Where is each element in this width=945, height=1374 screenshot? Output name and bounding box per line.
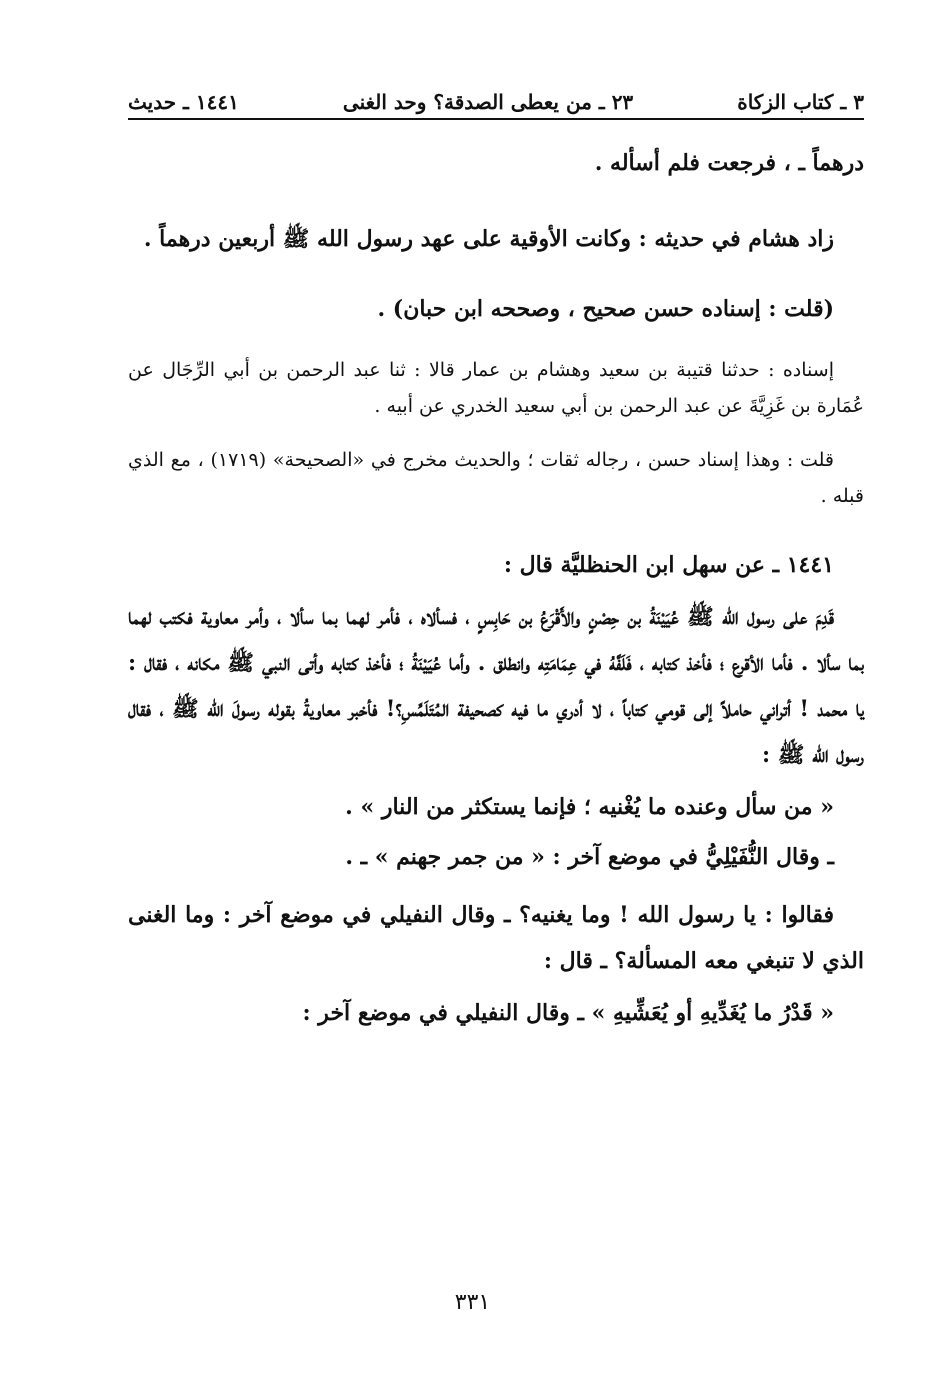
paragraph-grading: (قلت : إسناده حسن صحيح ، وصححه ابن حبان) . (377, 296, 834, 322)
header-hadith-number: ١٤٤١ ـ حديث (128, 90, 239, 114)
running-header (128, 80, 864, 120)
page-number: ٣٣١ (454, 1290, 491, 1315)
header-book-title: ٣ ـ كتاب الزكاة (737, 90, 864, 114)
paragraph-hisham-addition: زاد هشام في حديثه : وكانت الأوقية على عهد رسول الله ﷺ أربعين درهماً . (143, 226, 834, 252)
paragraph-commentary: قلت : وهذا إسناد حسن ، رجاله ثقات ؛ والحديث مخرج في «الصحيحة» (١٧١٩) ، مع الذي قبله . (128, 449, 864, 507)
paragraph-question: فقالوا : يا رسول الله ! وما يغنيه؟ ـ وقال النفيلي في موضع آخر : وما الغنى الذي لا تنبغي معه المسألة؟ ـ قال : (128, 902, 864, 974)
page-body (128, 140, 864, 1036)
paragraph-darhama: درهماً ـ ، فرجعت فلم أسأله . (594, 150, 864, 176)
paragraph-isnad: إسناده : حدثنا قتيبة بن سعيد وهشام بن عمار قالا : ثنا عبد الرحمن بن أبي الرِّجَال عن عُمَارة بن غَزِيَّةَ عن عبد الرحمن بن أبي سعيد الخدري عن أبيه . (128, 359, 864, 417)
paragraph-prophet-saying: « من سأل وعنده ما يُغْنيه ؛ فإنما يستكثر من النار » . (345, 794, 834, 820)
paragraph-hadith-text: قَدِمَ على رسول الله ﷺ عُيَيْنَةُ بن حِصْنٍ والأَقْرَعُ بن حَابِسٍ ، فسألاه ، فأمر لهما بما سألا ، وأمر معاوية فكتب لهما بما سألا . فأما الأقرع ؛ فأخذ كتابه ، فَلَفَّهُ في عِمَامَتِه وانطلق . وأما عُيَيْنَةُ ؛ فأخذ كتابه وأتى النبي ﷺ مكانه ، فقال : يا محمد ! أتراني حاملاً إلى قومي كتاباً ، لا أدري ما فيه كصحيفة المُتَلَمِّسِ؟! فأخبر معاويةُ بقوله رسولَ الله ﷺ ، فقال رسول الله ﷺ : (128, 604, 864, 768)
paragraph-answer: « قَدْرُ ما يُغَدِّيهِ أو يُعَشِّيهِ » ـ وقال النفيلي في موضع آخر : (302, 1000, 834, 1026)
hadith-heading: ١٤٤١ ـ عن سهل ابن الحنظليَّة قال : (503, 552, 834, 578)
paragraph-nufayli-variant: ـ وقال النُّفَيْلِيُّ في موضع آخر : « من جمر جهنم » ـ . (345, 844, 834, 870)
header-chapter-title: ٢٣ ـ من يعطى الصدقة؟ وحد الغنى (342, 90, 634, 114)
